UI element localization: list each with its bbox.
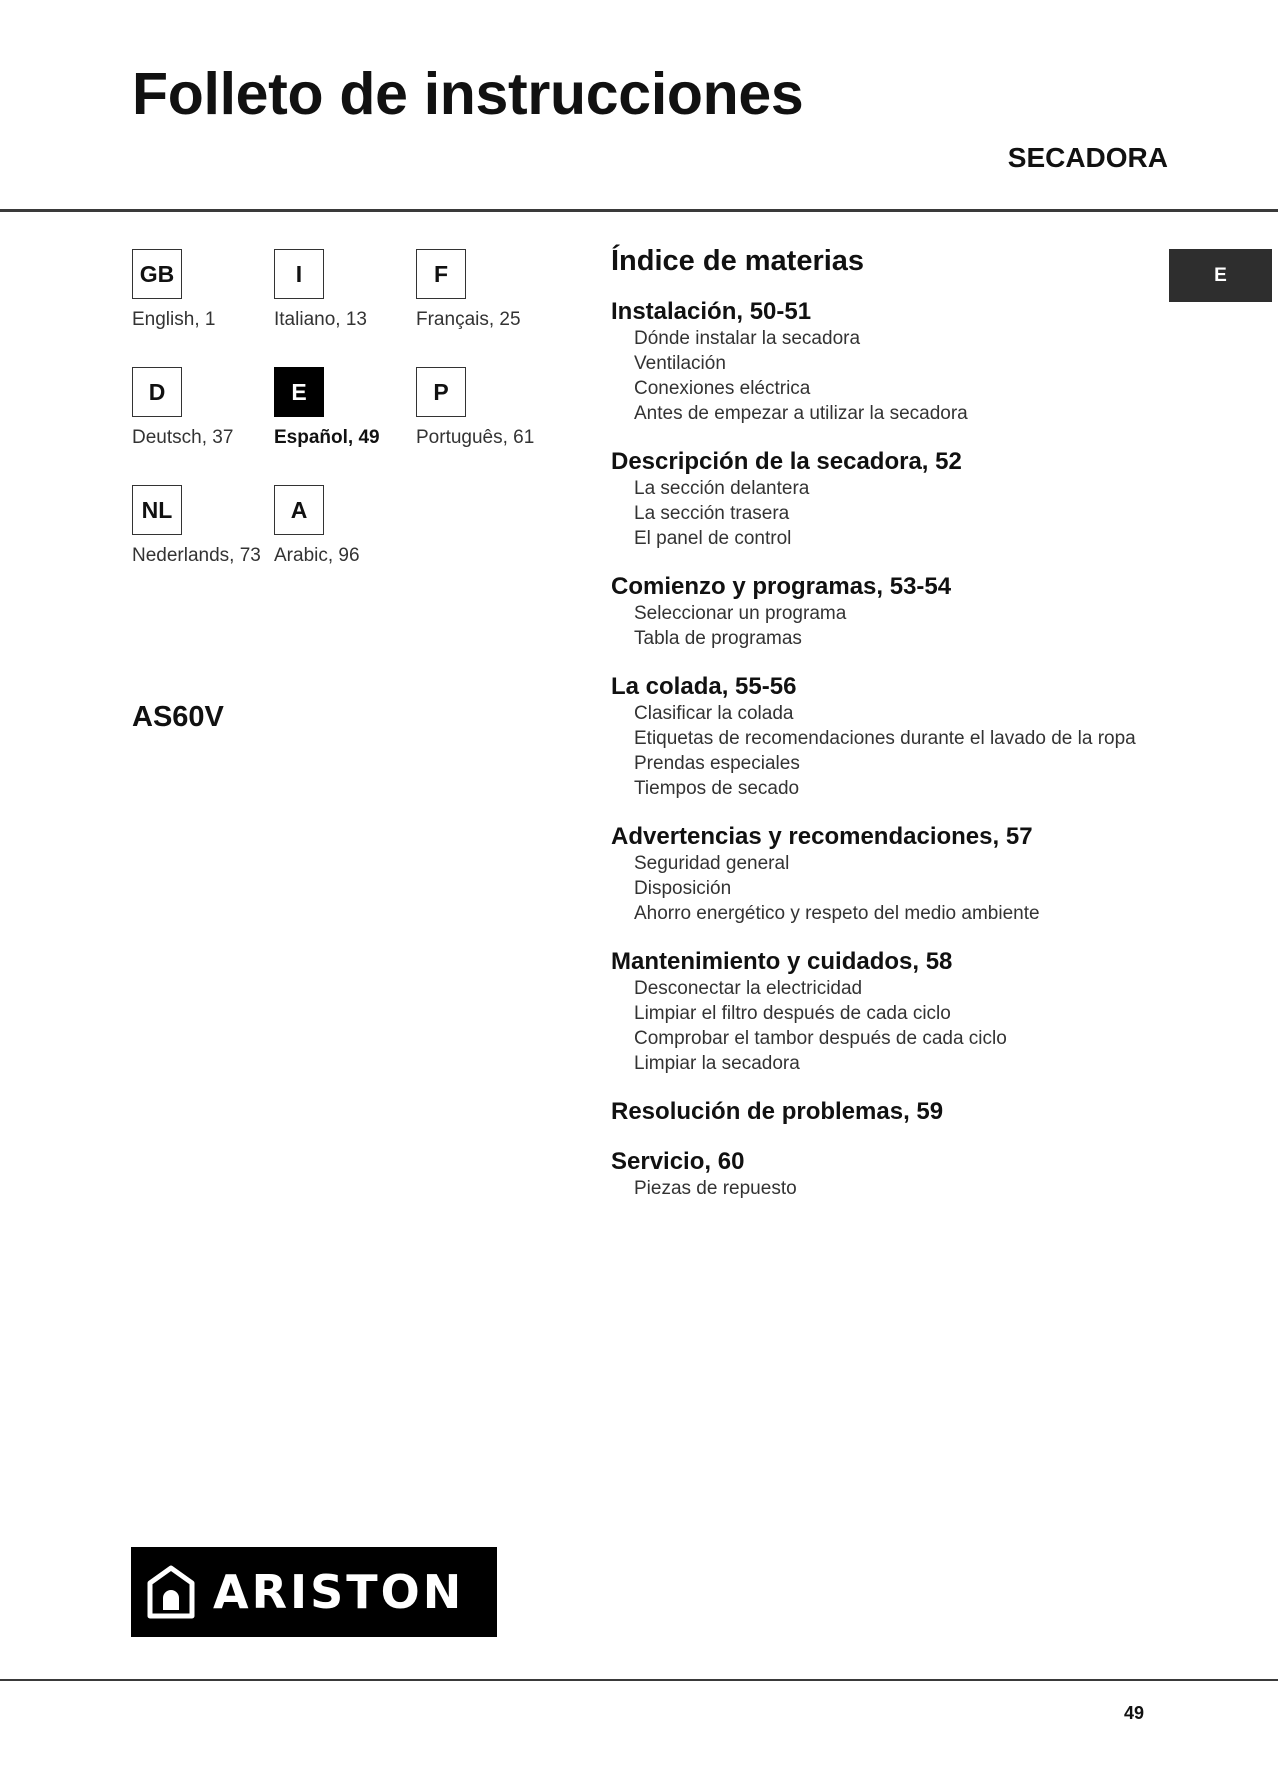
toc-heading[interactable]: Mantenimiento y cuidados, 58 (611, 948, 953, 975)
toc-item[interactable]: Antes de empezar a utilizar la secadora (634, 403, 968, 424)
toc-item[interactable]: Disposición (634, 878, 732, 899)
toc-item[interactable]: La sección delantera (634, 478, 810, 499)
language-label: Deutsch, 37 (132, 427, 234, 448)
toc-item[interactable]: Desconectar la electricidad (634, 978, 863, 999)
toc-heading[interactable]: Comienzo y programas, 53-54 (611, 573, 952, 600)
language-item-e[interactable] (274, 367, 424, 449)
toc-item[interactable]: Limpiar la secadora (634, 1053, 800, 1074)
language-code-box-active: E (274, 367, 324, 417)
footer-divider (0, 1679, 1278, 1681)
toc-item[interactable]: Etiquetas de recomendaciones durante el lavado de la ropa (634, 728, 1136, 749)
toc-section-advertencias (611, 823, 1171, 926)
toc-title: Índice de materias (611, 245, 865, 277)
toc-item[interactable]: Seleccionar un programa (634, 603, 847, 624)
language-code-box: I (274, 249, 324, 299)
language-code-box: NL (132, 485, 182, 535)
toc-item[interactable]: Tiempos de secado (634, 778, 800, 799)
language-code-box: A (274, 485, 324, 535)
language-item-i[interactable] (274, 249, 424, 331)
toc-item[interactable]: El panel de control (634, 528, 792, 549)
toc-item[interactable]: Ahorro energético y respeto del medio ambiente (634, 903, 1040, 924)
toc-section-resolucion (611, 1098, 1171, 1126)
house-icon (145, 1564, 197, 1620)
toc-item[interactable]: Piezas de repuesto (634, 1178, 797, 1199)
language-label: English, 1 (132, 309, 216, 330)
toc-section-servicio (611, 1148, 1171, 1201)
language-code-box: D (132, 367, 182, 417)
header-divider (0, 209, 1278, 212)
language-code-box: F (416, 249, 466, 299)
toc-section-comienzo (611, 573, 1171, 651)
toc-item[interactable]: Limpiar el filtro después de cada ciclo (634, 1003, 951, 1024)
language-label: Português, 61 (416, 427, 535, 448)
toc-item[interactable]: Comprobar el tambor después de cada ciclo (634, 1028, 1007, 1049)
table-of-contents (611, 244, 1171, 1223)
language-item-gb[interactable] (132, 249, 282, 331)
toc-item[interactable]: Conexiones eléctrica (634, 378, 811, 399)
language-side-tab: E (1169, 249, 1272, 302)
language-label: Arabic, 96 (274, 545, 360, 566)
language-code-box: GB (132, 249, 182, 299)
language-label: Français, 25 (416, 309, 521, 330)
toc-item[interactable]: Tabla de programas (634, 628, 802, 649)
brand-logo (131, 1547, 497, 1637)
toc-item[interactable]: Ventilación (634, 353, 726, 374)
language-label: Italiano, 13 (274, 309, 367, 330)
toc-heading[interactable]: Advertencias y recomendaciones, 57 (611, 823, 1033, 850)
toc-heading[interactable]: Servicio, 60 (611, 1148, 745, 1175)
page-number: 49 (1124, 1703, 1145, 1723)
language-label-active: Español, 49 (274, 427, 380, 448)
toc-section-instalacion (611, 298, 1171, 426)
toc-item[interactable]: Clasificar la colada (634, 703, 794, 724)
page-title: Folleto de instrucciones (132, 61, 804, 127)
toc-heading[interactable]: Descripción de la secadora, 52 (611, 448, 962, 475)
toc-item[interactable]: Seguridad general (634, 853, 790, 874)
toc-heading[interactable]: Instalación, 50-51 (611, 298, 812, 325)
language-item-nl[interactable] (132, 485, 282, 567)
product-type: SECADORA (1007, 142, 1168, 173)
toc-section-colada (611, 673, 1171, 801)
toc-item[interactable]: Prendas especiales (634, 753, 800, 774)
toc-item[interactable]: La sección trasera (634, 503, 790, 524)
language-item-a[interactable] (274, 485, 424, 567)
toc-section-mantenimiento (611, 948, 1171, 1076)
toc-item[interactable]: Dónde instalar la secadora (634, 328, 861, 349)
toc-heading[interactable]: La colada, 55-56 (611, 673, 797, 700)
brand-name: ARISTON (213, 1565, 465, 1619)
language-item-p[interactable] (416, 367, 566, 449)
model-number: AS60V (132, 701, 224, 733)
language-item-d[interactable] (132, 367, 282, 449)
language-item-f[interactable] (416, 249, 566, 331)
language-label: Nederlands, 73 (132, 545, 261, 566)
toc-section-descripcion (611, 448, 1171, 551)
toc-heading[interactable]: Resolución de problemas, 59 (611, 1098, 944, 1125)
language-code-box: P (416, 367, 466, 417)
